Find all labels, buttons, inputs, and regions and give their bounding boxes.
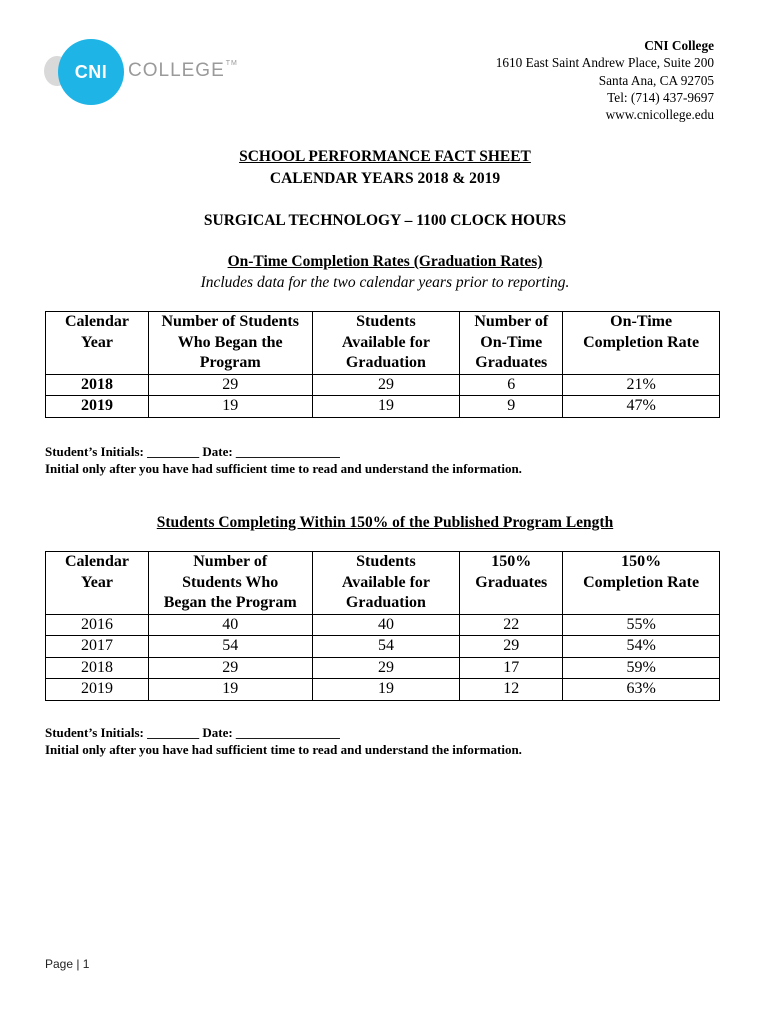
address-website: www.cnicollege.edu: [605, 107, 714, 123]
header-calendar-year: Calendar Year: [46, 552, 149, 615]
table-header-row: [46, 552, 720, 615]
logo-trademark: TM: [225, 60, 238, 67]
cell-year: 2017: [46, 636, 149, 658]
cell-year: 2018: [46, 374, 149, 396]
cell-began: 19: [148, 396, 312, 418]
cell-available: 29: [312, 657, 460, 679]
document-title: SCHOOL PERFORMANCE FACT SHEET: [239, 148, 531, 165]
cell-year: 2019: [46, 679, 149, 701]
table-row: [46, 657, 720, 679]
address-block: [496, 37, 714, 123]
cell-available: 40: [312, 614, 460, 636]
section2-title: Students Completing Within 150% of the Published Program Length: [156, 514, 614, 531]
completion-150-table: [45, 551, 720, 701]
header-calendar-year: Calendar Year: [46, 312, 149, 375]
document-subtitle: CALENDAR YEARS 2018 & 2019: [269, 170, 501, 187]
section1-title: On-Time Completion Rates (Graduation Rates): [227, 253, 543, 270]
cell-graduates: 29: [460, 636, 563, 658]
cell-began: 40: [148, 614, 312, 636]
header-students-began: Number of Students Who Began the Program: [148, 312, 312, 375]
cell-year: 2018: [46, 657, 149, 679]
cell-began: 29: [148, 657, 312, 679]
cell-available: 19: [312, 396, 460, 418]
cell-year: 2019: [46, 396, 149, 418]
logo-wordmark-text: COLLEGE: [128, 60, 225, 81]
header-students-began: Number of Students Who Began the Program: [148, 552, 312, 615]
table-row: [46, 636, 720, 658]
initials-instruction: Initial only after you have had sufficient time to read and understand the information.: [45, 461, 522, 476]
table-row: [46, 679, 720, 701]
header-students-available: Students Available for Graduation: [312, 312, 460, 375]
address-org: CNI College: [644, 38, 714, 53]
cell-available: 19: [312, 679, 460, 701]
cell-rate: 54%: [563, 636, 720, 658]
initials-line: Student’s Initials: ________ Date: ________________: [45, 444, 340, 459]
cell-graduates: 17: [460, 657, 563, 679]
header-150-graduates: 150% Graduates: [460, 552, 563, 615]
ontime-completion-table: [45, 311, 720, 418]
table-row: [46, 396, 720, 418]
address-city: Santa Ana, CA 92705: [598, 72, 714, 88]
cell-rate: 55%: [563, 614, 720, 636]
header-150-completion-rate: 150% Completion Rate: [563, 552, 720, 615]
college-logo: [44, 38, 238, 106]
address-street: 1610 East Saint Andrew Place, Suite 200: [495, 55, 714, 71]
address-phone: Tel: (714) 437-9697: [607, 89, 714, 105]
cell-year: 2016: [46, 614, 149, 636]
table-row: [46, 614, 720, 636]
table-row: [46, 374, 720, 396]
program-title: SURGICAL TECHNOLOGY – 1100 CLOCK HOURS: [203, 212, 567, 229]
initials-block-1: [45, 443, 522, 477]
section1-note: Includes data for the two calendar years prior to reporting.: [200, 274, 570, 291]
initials-block-2: [45, 724, 522, 758]
cell-graduates: 22: [460, 614, 563, 636]
cell-rate: 59%: [563, 657, 720, 679]
initials-line: Student’s Initials: ________ Date: ________________: [45, 725, 340, 740]
cell-available: 29: [312, 374, 460, 396]
cell-rate: 47%: [563, 396, 720, 418]
cell-began: 19: [148, 679, 312, 701]
header-students-available: Students Available for Graduation: [312, 552, 460, 615]
cell-graduates: 6: [460, 374, 563, 396]
logo-wordmark: [128, 60, 238, 82]
cell-rate: 21%: [563, 374, 720, 396]
cell-rate: 63%: [563, 679, 720, 701]
table-header-row: [46, 312, 720, 375]
initials-instruction: Initial only after you have had sufficient time to read and understand the information.: [45, 742, 522, 757]
cell-available: 54: [312, 636, 460, 658]
header-completion-rate: On-Time Completion Rate: [563, 312, 720, 375]
cell-began: 54: [148, 636, 312, 658]
cell-graduates: 12: [460, 679, 563, 701]
cell-graduates: 9: [460, 396, 563, 418]
page-number: Page | 1: [45, 957, 90, 971]
cell-began: 29: [148, 374, 312, 396]
logo-circle-mark: CNI: [58, 39, 124, 105]
header-ontime-graduates: Number of On-Time Graduates: [460, 312, 563, 375]
